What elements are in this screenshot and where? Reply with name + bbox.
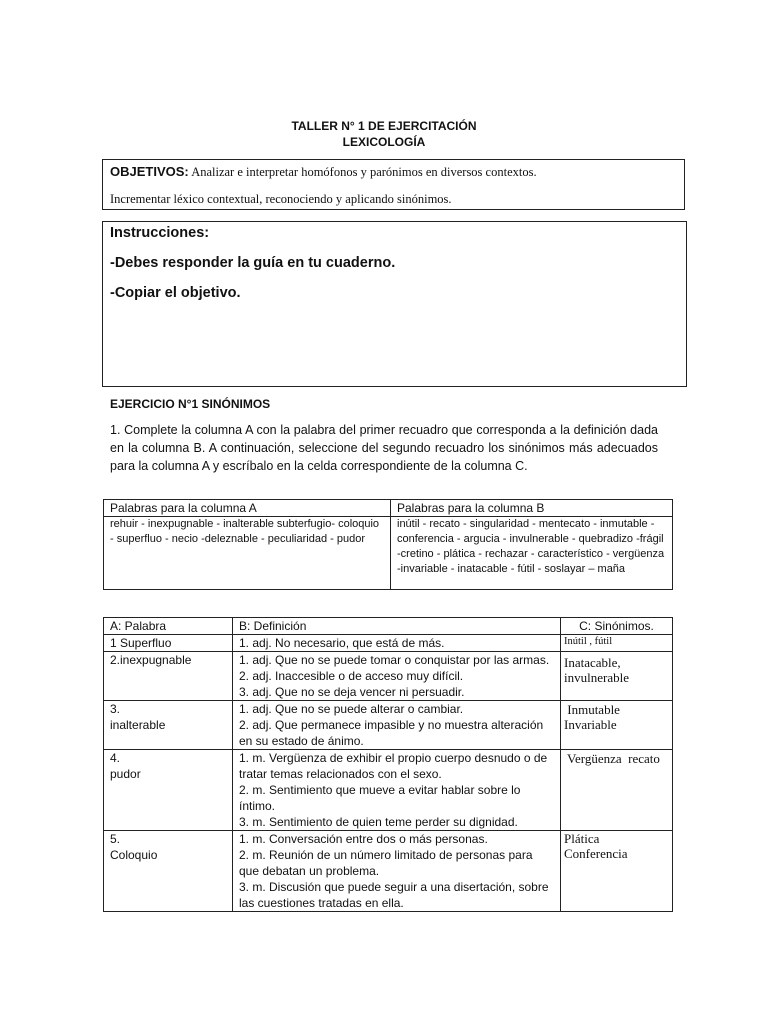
synonym-cell bbox=[561, 750, 673, 831]
definition-line: 2. adj. Inaccesible o de acceso muy difícil. bbox=[239, 669, 464, 683]
document-title: TALLER N° 1 DE EJERCITACIÓN bbox=[291, 119, 477, 133]
word-bank-header-b: Palabras para la columna B bbox=[391, 500, 673, 517]
objective-text-2: Incrementar léxico contextual, reconociendo y aplicando sinónimos. bbox=[110, 192, 452, 206]
objectives-box bbox=[102, 159, 685, 210]
instructions-box bbox=[102, 221, 687, 387]
definition-cell bbox=[233, 652, 561, 701]
word-bank-words-b: inútil - recato - singularidad - mentecato - inmutable -conferencia - argucia - invulnerable - quebradizo -frágil -cretino - plática - rechazar - característico - vergüenza -invariable - inatacable - fútil - soslayar – maña bbox=[391, 517, 673, 590]
instruction-item: -Copiar el objetivo. bbox=[110, 285, 241, 301]
objective-line-1 bbox=[110, 164, 537, 180]
synonym-answer: Inatacable, invulnerable bbox=[564, 655, 629, 685]
definition-line: 1. adj. Que no se puede alterar o cambiar. bbox=[239, 702, 464, 716]
definition-line: 1. adj. Que no se puede tomar o conquistar por las armas. bbox=[239, 653, 550, 667]
instruction-item: -Debes responder la guía en tu cuaderno. bbox=[110, 255, 396, 271]
synonym-answer: Vergüenza recato bbox=[564, 751, 660, 766]
definition-cell bbox=[233, 635, 561, 652]
synonym-answer: Inútil , fútil bbox=[564, 636, 613, 647]
definition-line: 2. adj. Que permanece impasible y no muestra alteración en su estado de ánimo. bbox=[239, 718, 544, 748]
synonym-cell bbox=[561, 652, 673, 701]
word-bank-words-a: rehuir - inexpugnable - inalterable subterfugio- coloquio - superfluo - necio -deleznable - peculiaridad - pudor bbox=[104, 517, 391, 590]
word-cell: 1 Superfluo bbox=[104, 635, 233, 652]
word-bank-header-a: Palabras para la columna A bbox=[104, 500, 391, 517]
synonym-cell bbox=[561, 831, 673, 912]
table-row bbox=[104, 652, 673, 701]
word-cell: 4. pudor bbox=[104, 750, 233, 831]
definition-cell bbox=[233, 750, 561, 831]
document-subtitle: LEXICOLOGÍA bbox=[342, 135, 426, 149]
definition-cell bbox=[233, 831, 561, 912]
header-palabra: A: Palabra bbox=[104, 618, 233, 635]
word-cell: 3. inalterable bbox=[104, 701, 233, 750]
definition-line: 3. adj. Que no se deja vencer ni persuadir. bbox=[239, 685, 465, 699]
synonym-answer: Inmutable Invariable bbox=[564, 702, 620, 732]
word-cell: 5. Coloquio bbox=[104, 831, 233, 912]
exercise-title: EJERCICIO N°1 SINÓNIMOS bbox=[110, 397, 271, 411]
definition-line: 2. m. Sentimiento que mueve a evitar hablar sobre lo íntimo. bbox=[239, 783, 521, 813]
objective-text-1: Analizar e interpretar homófonos y parónimos en diversos contextos. bbox=[191, 165, 537, 179]
definition-line: 1. m. Vergüenza de exhibir el propio cuerpo desnudo o de tratar temas relacionados con el sexo. bbox=[239, 751, 548, 781]
definition-line: 3. m. Discusión que puede seguir a una disertación, sobre las cuestiones tratadas en ella. bbox=[239, 880, 549, 910]
table-row bbox=[104, 750, 673, 831]
definitions-table bbox=[103, 617, 673, 912]
header-definicion: B: Definición bbox=[233, 618, 561, 635]
definition-cell bbox=[233, 701, 561, 750]
instructions-heading: Instrucciones: bbox=[110, 225, 210, 241]
objectives-label: OBJETIVOS: bbox=[110, 164, 189, 179]
word-cell: 2.inexpugnable bbox=[104, 652, 233, 701]
synonym-cell bbox=[561, 701, 673, 750]
definition-line: 3. m. Sentimiento de quien teme perder su dignidad. bbox=[239, 815, 518, 829]
definition-line: 2. m. Reunión de un número limitado de personas para que debatan un problema. bbox=[239, 848, 533, 878]
synonym-answer: Plática Conferencia bbox=[564, 831, 628, 861]
table-row bbox=[104, 701, 673, 750]
definition-line: 1. m. Conversación entre dos o más personas. bbox=[239, 832, 488, 846]
exercise-instructions: 1. Complete la columna A con la palabra del primer recuadro que corresponda a la definición dada en la columna B. A continuación, seleccione del segundo recuadro los sinónimos más adecuados para la columna A y escríbalo en la celda correspondiente de la columna C. bbox=[110, 423, 658, 473]
table-row bbox=[104, 635, 673, 652]
definition-line: 1. adj. No necesario, que está de más. bbox=[239, 636, 445, 650]
word-bank-table bbox=[103, 499, 673, 590]
table-row bbox=[104, 831, 673, 912]
header-sinonimos: C: Sinónimos. bbox=[561, 618, 673, 635]
synonym-cell bbox=[561, 635, 673, 652]
